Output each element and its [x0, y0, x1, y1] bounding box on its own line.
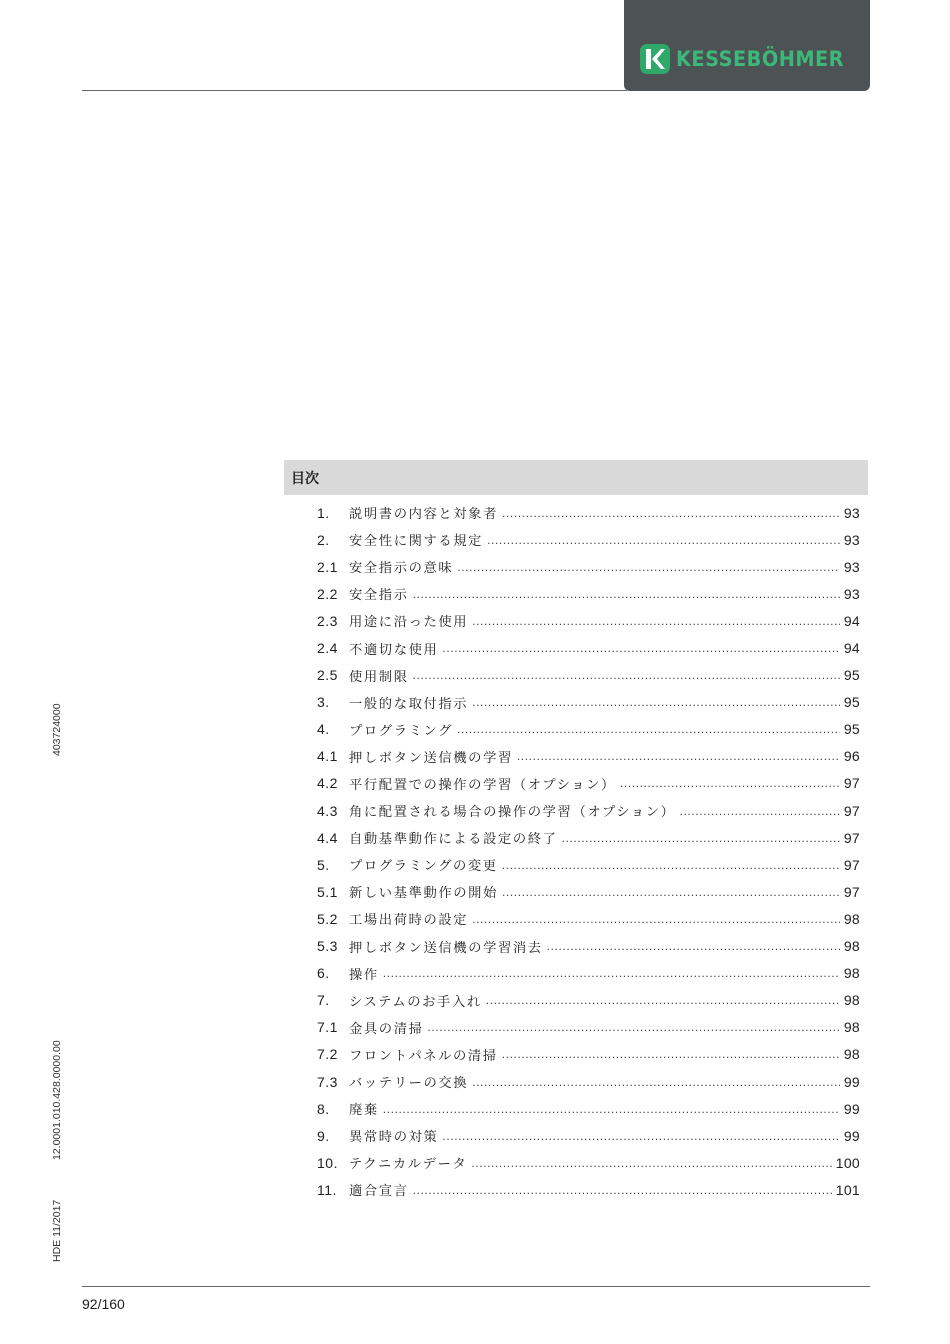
toc-entry-number: 4.2 [317, 775, 338, 792]
toc-leader-dots [620, 776, 840, 790]
toc-entry[interactable] [317, 1149, 860, 1176]
toc-entry-title: フロントパネルの清掃 [349, 1048, 498, 1064]
toc-entry-title: 不適切な使用 [349, 642, 439, 658]
header-divider [82, 90, 627, 91]
page-number: 92/160 [82, 1296, 125, 1312]
toc-leader-dots [472, 912, 840, 926]
toc-leader-dots [502, 506, 840, 520]
toc-entry-number: 4. [317, 721, 330, 738]
toc-leader-dots [413, 1183, 832, 1197]
toc-entry-title: 廃棄 [349, 1103, 379, 1119]
toc-entry[interactable] [317, 716, 860, 743]
toc-entry[interactable] [317, 987, 860, 1014]
toc-entry-number: 2.5 [317, 667, 338, 684]
toc-entry-page: 98 [843, 938, 860, 955]
toc-entry-number: 7.3 [317, 1073, 338, 1090]
toc-entry-title: 金具の清掃 [349, 1021, 424, 1037]
toc-leader-dots [486, 993, 840, 1007]
toc-list [317, 499, 860, 1203]
toc-entry-page: 100 [835, 1154, 860, 1171]
footer-divider [82, 1286, 870, 1287]
toc-entry-title: 押しボタン送信機の学習 [349, 750, 513, 766]
toc-leader-dots [547, 939, 840, 953]
toc-entry[interactable] [317, 878, 860, 905]
toc-entry-number: 5. [317, 856, 330, 873]
toc-entry-page: 98 [843, 965, 860, 982]
toc-entry-number: 7.1 [317, 1019, 338, 1036]
toc-entry-page: 93 [843, 504, 860, 521]
toc-entry-page: 95 [843, 694, 860, 711]
toc-entry[interactable] [317, 1068, 860, 1095]
toc-entry-title: 操作 [349, 967, 379, 983]
toc-entry-number: 5.2 [317, 910, 338, 927]
toc-entry-title: テクニカルデータ [349, 1157, 468, 1173]
toc-entry-number: 11. [317, 1181, 337, 1198]
toc-entry[interactable] [317, 553, 860, 580]
toc-entry[interactable] [317, 1014, 860, 1041]
toc-leader-dots [383, 1102, 840, 1116]
toc-entry-number: 4.4 [317, 829, 338, 846]
doc-id: 403724000 [51, 703, 63, 756]
toc-entry[interactable] [317, 770, 860, 797]
toc-entry-title: 安全性に関する規定 [349, 534, 484, 550]
toc-entry-number: 5.3 [317, 938, 338, 955]
toc-leader-dots [442, 641, 839, 655]
ref-number: 12.0001.010.428.0000.00 [51, 1040, 63, 1160]
toc-entry[interactable] [317, 1122, 860, 1149]
logo-k-icon [640, 44, 670, 74]
toc-entry-page: 93 [843, 585, 860, 602]
toc-entry-title: 使用制限 [349, 669, 409, 685]
toc-entry-title: 安全指示の意味 [349, 561, 454, 577]
toc-leader-dots [472, 1075, 840, 1089]
toc-leader-dots [442, 1129, 839, 1143]
toc-entry[interactable] [317, 824, 860, 851]
toc-entry-title: 自動基準動作による設定の終了 [349, 832, 558, 848]
toc-entry[interactable] [317, 1095, 860, 1122]
toc-entry-page: 93 [843, 531, 860, 548]
toc-entry-page: 101 [835, 1181, 860, 1198]
toc-entry[interactable] [317, 634, 860, 661]
toc-entry[interactable] [317, 499, 860, 526]
toc-heading-band [284, 460, 868, 495]
toc-entry-title: プログラミングの変更 [349, 859, 498, 875]
toc-entry[interactable] [317, 1041, 860, 1068]
toc-leader-dots [427, 1020, 839, 1034]
toc-heading: 目次 [291, 470, 319, 487]
toc-entry[interactable] [317, 607, 860, 634]
toc-entry-number: 10. [317, 1154, 338, 1171]
toc-entry-title: 一般的な取付指示 [349, 696, 469, 712]
toc-entry-number: 5.1 [317, 883, 338, 900]
toc-leader-dots [502, 1047, 840, 1061]
toc-entry-title: 押しボタン送信機の学習消去 [349, 940, 543, 956]
toc-entry[interactable] [317, 743, 860, 770]
edition-label: HDE 11/2017 [51, 1199, 63, 1262]
toc-leader-dots [472, 614, 840, 628]
toc-entry-page: 98 [843, 1019, 860, 1036]
toc-leader-dots [502, 885, 840, 899]
toc-entry[interactable] [317, 933, 860, 960]
brand-logo [640, 43, 859, 75]
toc-entry-page: 99 [843, 1127, 860, 1144]
toc-entry-page: 97 [843, 856, 860, 873]
toc-entry-number: 8. [317, 1100, 330, 1117]
toc-entry-title: 安全指示 [349, 588, 409, 604]
toc-entry-title: 説明書の内容と対象者 [349, 507, 498, 523]
toc-entry-title: 工場出荷時の設定 [349, 913, 469, 929]
toc-entry-number: 2.4 [317, 640, 338, 657]
toc-entry[interactable] [317, 526, 860, 553]
brand-header-tab [624, 0, 870, 91]
toc-entry-page: 94 [843, 612, 860, 629]
toc-entry-title: 用途に沿った使用 [349, 615, 469, 631]
toc-entry-number: 2.2 [317, 585, 338, 602]
toc-entry-page: 95 [843, 667, 860, 684]
toc-entry-title: 平行配置での操作の学習（オプション） [349, 777, 616, 793]
toc-entry-title: 適合宣言 [349, 1184, 409, 1200]
toc-entry-number: 2. [317, 531, 330, 548]
toc-entry-page: 99 [843, 1073, 860, 1090]
toc-entry-page: 94 [843, 640, 860, 657]
toc-entry[interactable] [317, 797, 860, 824]
toc-entry[interactable] [317, 960, 860, 987]
toc-entry[interactable] [317, 580, 860, 607]
toc-entry-page: 95 [843, 721, 860, 738]
toc-entry-title: バッテリーの交換 [349, 1076, 469, 1092]
toc-entry-number: 4.1 [317, 748, 338, 765]
toc-entry-number: 7.2 [317, 1046, 338, 1063]
toc-entry-page: 98 [843, 1046, 860, 1063]
toc-leader-dots [457, 722, 840, 736]
toc-entry[interactable] [317, 905, 860, 932]
toc-entry-page: 97 [843, 775, 860, 792]
toc-entry-number: 7. [317, 992, 330, 1009]
toc-leader-dots [471, 1156, 831, 1170]
toc-entry-title: 異常時の対策 [349, 1130, 439, 1146]
toc-leader-dots [457, 560, 840, 574]
toc-leader-dots [472, 695, 840, 709]
toc-entry[interactable] [317, 689, 860, 716]
toc-leader-dots [413, 587, 840, 601]
toc-entry-page: 97 [843, 802, 860, 819]
brand-name: KESSEBÖHMER [676, 47, 845, 71]
toc-entry-number: 3. [317, 694, 330, 711]
toc-entry-page: 96 [843, 748, 860, 765]
toc-entry-title: 角に配置される場合の操作の学習（オプション） [349, 805, 676, 821]
toc-leader-dots [680, 804, 840, 818]
toc-leader-dots [502, 858, 840, 872]
toc-entry-page: 98 [843, 992, 860, 1009]
toc-entry-title: プログラミング [349, 723, 454, 739]
toc-entry-page: 97 [843, 883, 860, 900]
toc-entry-title: 新しい基準動作の開始 [349, 886, 498, 902]
toc-leader-dots [562, 831, 840, 845]
toc-leader-dots [517, 749, 840, 763]
toc-entry-number: 9. [317, 1127, 330, 1144]
toc-leader-dots [413, 668, 840, 682]
toc-entry[interactable] [317, 851, 860, 878]
toc-entry-page: 93 [843, 558, 860, 575]
toc-entry-number: 6. [317, 965, 330, 982]
toc-entry[interactable] [317, 1176, 860, 1203]
toc-entry-title: システムのお手入れ [349, 994, 482, 1010]
toc-entry-number: 1. [317, 504, 330, 521]
toc-entry-page: 98 [843, 910, 860, 927]
toc-entry-number: 2.3 [317, 612, 338, 629]
toc-entry-number: 2.1 [317, 558, 338, 575]
toc-entry-page: 99 [843, 1100, 860, 1117]
toc-entry-page: 97 [843, 829, 860, 846]
toc-entry[interactable] [317, 662, 860, 689]
toc-leader-dots [383, 966, 840, 980]
toc-leader-dots [487, 533, 840, 547]
toc-entry-number: 4.3 [317, 802, 338, 819]
